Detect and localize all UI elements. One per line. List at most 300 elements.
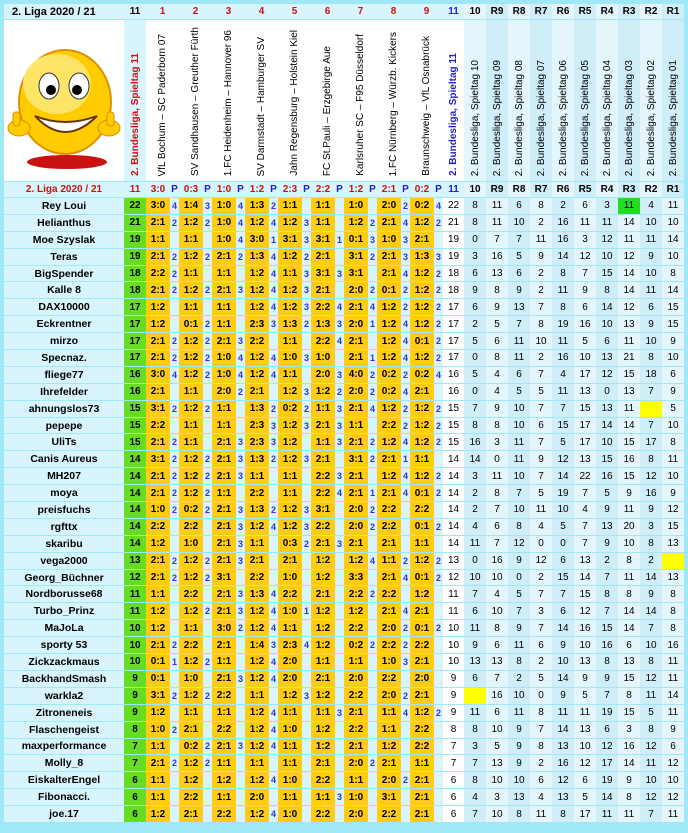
player-tip: 2:2 [377, 806, 401, 823]
player-tip-points: 3 [236, 739, 245, 756]
player-tip: 2:2 [410, 637, 434, 654]
player-tip: 2:1 [344, 350, 368, 367]
player-round-points: 16 [486, 688, 508, 705]
player-tip-points: 3 [302, 350, 311, 367]
league-title-results: 2. Liga 2020 / 21 [4, 182, 124, 198]
player-tip: 3:1 [344, 266, 368, 283]
player-tip-points: 3 [335, 434, 344, 451]
header-row [4, 4, 684, 20]
player-round-points: 8 [662, 586, 684, 603]
game-number-9: 9 [410, 4, 443, 20]
player-tip-points: 3 [302, 299, 311, 316]
player-tip: 1:2 [311, 688, 335, 705]
player-tip-points [302, 586, 311, 603]
player-tip-points [368, 266, 377, 283]
player-round-points: 11 [574, 215, 596, 232]
player-total-points: 13 [124, 553, 146, 570]
player-tip: 1:1 [212, 401, 236, 418]
rank-col-header-sub: R9 [486, 182, 508, 198]
player-tip: 2:1 [410, 232, 434, 249]
player-tip-points: 2 [368, 434, 377, 451]
player-tip-points [236, 637, 245, 654]
player-tip-points [335, 755, 344, 772]
player-tip-points [170, 739, 179, 756]
player-tip: 1:2 [146, 620, 170, 637]
player-round-points: 15 [618, 671, 640, 688]
player-tip-points [203, 789, 212, 806]
player-tip: 1:2 [179, 688, 203, 705]
player-tip-points: 2 [368, 586, 377, 603]
player-tip: 3:1 [146, 401, 170, 418]
player-row [4, 671, 684, 688]
player-tip-points: 4 [434, 367, 443, 384]
player-round-points: 7 [443, 755, 464, 772]
player-tip: 0:1 [377, 282, 401, 299]
player-tip: 2:1 [311, 282, 335, 299]
player-tip: 1:1 [212, 789, 236, 806]
player-tip: 1:1 [212, 485, 236, 502]
player-tip-points: 2 [269, 502, 278, 519]
player-tip-points [401, 806, 410, 823]
player-name: Zickzackmaus [4, 654, 124, 671]
player-tip-points: 2 [203, 350, 212, 367]
player-round-points: 11 [662, 451, 684, 468]
player-tip-points: 4 [170, 198, 179, 215]
player-tip: 2:1 [377, 249, 401, 266]
player-row [4, 688, 684, 705]
player-tip: 1:0 [179, 536, 203, 553]
match-name: SV Darmstadt – Hamburger SV [256, 36, 267, 176]
player-tip-points: 4 [401, 468, 410, 485]
player-round-points: 13 [574, 384, 596, 401]
player-round-points: 11 [508, 637, 530, 654]
player-tip-points [368, 688, 377, 705]
player-round-points: 9 [662, 333, 684, 350]
player-tip: 2:3 [245, 434, 269, 451]
player-tip-points [170, 586, 179, 603]
player-round-points: 9 [596, 671, 618, 688]
player-name: MaJoLa [4, 620, 124, 637]
player-tip: 0:2 [179, 502, 203, 519]
player-tip-points: 2 [170, 249, 179, 266]
player-round-points: 6 [443, 772, 464, 789]
player-round-points: 5 [552, 519, 574, 536]
player-name: moya [4, 485, 124, 502]
player-tip-points: 2 [368, 367, 377, 384]
match-name: Jahn Regensburg – Holstein Kiel [289, 30, 300, 176]
player-round-points: 3 [618, 722, 640, 739]
player-tip-points [434, 755, 443, 772]
player-round-points: 5 [508, 384, 530, 401]
player-tip-points: 3 [302, 418, 311, 435]
player-round-points: 14 [596, 418, 618, 435]
player-tip-points [401, 755, 410, 772]
player-tip-points: 2 [302, 536, 311, 553]
player-round-points: 7 [530, 434, 552, 451]
player-tip-points [434, 671, 443, 688]
player-tip-points: 3 [236, 586, 245, 603]
player-round-points: 10 [662, 772, 684, 789]
player-tip: 1:1 [179, 418, 203, 435]
player-tip: 2:1 [146, 485, 170, 502]
player-tip-points [368, 722, 377, 739]
player-round-points: 5 [530, 671, 552, 688]
player-tip: 2:1 [146, 282, 170, 299]
player-row [4, 215, 684, 232]
spieltag-vertical-text: 2. Bundesliga, Spieltag 11 [129, 53, 141, 176]
player-tip-points [335, 654, 344, 671]
player-name: Ihrefelder [4, 384, 124, 401]
player-round-points: 5 [530, 384, 552, 401]
player-row [4, 198, 684, 215]
player-tip-points: 4 [401, 603, 410, 620]
player-tip-points: 4 [335, 485, 344, 502]
player-tip: 2:1 [212, 739, 236, 756]
player-round-points: 13 [508, 789, 530, 806]
player-round-points: 7 [574, 485, 596, 502]
player-tip: 2:1 [212, 468, 236, 485]
player-tip-points: 3 [335, 401, 344, 418]
player-tip: 2:2 [278, 586, 302, 603]
player-row [4, 755, 684, 772]
player-round-points: 6 [662, 367, 684, 384]
player-round-points: 11 [508, 434, 530, 451]
player-name: Zitroneneis [4, 705, 124, 722]
player-round-points: 8 [618, 586, 640, 603]
player-round-points: 8 [552, 299, 574, 316]
player-tip-points: 3 [302, 232, 311, 249]
player-tip-points: 2 [302, 316, 311, 333]
player-tip-points: 2 [401, 367, 410, 384]
player-tip: 0:2 [377, 367, 401, 384]
player-tip-points [401, 739, 410, 756]
player-tip: 1:2 [278, 282, 302, 299]
standings-table [4, 4, 684, 823]
match-header-6 [311, 20, 344, 182]
rank-col-header: R1 [662, 4, 684, 20]
player-round-points: 5 [574, 333, 596, 350]
player-round-points: 5 [530, 485, 552, 502]
points-header: P [434, 182, 443, 198]
player-round-points: 8 [443, 722, 464, 739]
player-tip-points: 2 [170, 282, 179, 299]
match-result: 3:0 [146, 182, 170, 198]
player-name: sporty 53 [4, 637, 124, 654]
player-tip-points: 3 [401, 249, 410, 266]
smiley-logo [4, 20, 124, 182]
player-tip-points: 2 [335, 384, 344, 401]
player-name: maxperformance [4, 739, 124, 756]
player-tip: 2:2 [212, 688, 236, 705]
player-tip: 2:1 [212, 637, 236, 654]
player-tip: 2:1 [410, 384, 434, 401]
player-tip: 1:0 [212, 198, 236, 215]
player-tip: 1:2 [245, 671, 269, 688]
player-tip-points [302, 705, 311, 722]
player-tip-points [236, 485, 245, 502]
player-tip-points [434, 502, 443, 519]
player-tip-points: 2 [170, 401, 179, 418]
player-round-points: 7 [486, 502, 508, 519]
player-tip: 3:1 [212, 570, 236, 587]
player-round-points: 6 [508, 266, 530, 283]
player-tip-points [203, 536, 212, 553]
rank-col-header-sub: R5 [574, 182, 596, 198]
player-row [4, 772, 684, 789]
player-tip: 2:1 [311, 418, 335, 435]
player-tip: 2:1 [377, 603, 401, 620]
player-tip: 1:2 [278, 299, 302, 316]
player-tip: 1:1 [278, 198, 302, 215]
player-tip: 2:1 [212, 519, 236, 536]
player-round-points: 19 [552, 316, 574, 333]
rank-col-header-sub: R7 [530, 182, 552, 198]
player-tip: 2:0 [344, 282, 368, 299]
player-round-points: 11 [552, 705, 574, 722]
player-round-points: 5 [662, 401, 684, 418]
points-header: P [170, 182, 179, 198]
match-header-row [4, 20, 684, 182]
player-tip: 2:2 [344, 620, 368, 637]
player-round-points: 10 [662, 468, 684, 485]
match-name: SV Sandhausen – Greuther Fürth [190, 27, 201, 176]
player-name: pepepe [4, 418, 124, 435]
player-tip: 1:1 [311, 401, 335, 418]
player-round-points: 11 [552, 384, 574, 401]
player-tip: 1:0 [278, 603, 302, 620]
player-tip: 1:0 [377, 654, 401, 671]
player-name: Teras [4, 249, 124, 266]
player-tip-points [335, 603, 344, 620]
player-name: EiskalterEngel [4, 772, 124, 789]
player-round-points: 11 [508, 333, 530, 350]
player-tip-points [236, 772, 245, 789]
match-result: 2:3 [278, 182, 302, 198]
player-tip: 2:1 [377, 215, 401, 232]
player-tip: 1:2 [245, 806, 269, 823]
player-tip-points: 2 [368, 384, 377, 401]
player-total-points: 17 [124, 299, 146, 316]
player-round-points: 11 [640, 755, 662, 772]
player-round-points: 0 [530, 536, 552, 553]
player-round-points: 7 [596, 688, 618, 705]
player-total-points: 7 [124, 739, 146, 756]
rank-round-header [574, 20, 596, 182]
player-tip: 2:0 [377, 772, 401, 789]
player-round-points: 9 [486, 401, 508, 418]
player-round-points: 8 [464, 772, 486, 789]
player-tip: 3:1 [344, 249, 368, 266]
player-row [4, 316, 684, 333]
player-tip: 1:2 [278, 502, 302, 519]
player-round-points: 15 [552, 570, 574, 587]
points-header: P [368, 182, 377, 198]
rank-round-header [596, 20, 618, 182]
player-tip-points: 3 [203, 198, 212, 215]
player-tip-points: 4 [401, 485, 410, 502]
player-round-points: 7 [464, 755, 486, 772]
rank-round-header [486, 20, 508, 182]
player-tip-points [302, 772, 311, 789]
player-tip-points: 1 [368, 350, 377, 367]
player-round-points: 2 [530, 755, 552, 772]
player-name: Rey Loui [4, 198, 124, 215]
player-round-points: 10 [508, 401, 530, 418]
player-tip-points: 2 [434, 350, 443, 367]
player-tip: 4:0 [344, 367, 368, 384]
player-tip-points [401, 519, 410, 536]
player-tip-points [170, 299, 179, 316]
player-round-points: 9 [508, 553, 530, 570]
player-round-points: 10 [508, 468, 530, 485]
player-round-points: 6 [574, 198, 596, 215]
player-tip: 2:1 [146, 434, 170, 451]
player-tip-points [236, 789, 245, 806]
player-tip-points: 2 [203, 215, 212, 232]
player-tip: 1:2 [179, 333, 203, 350]
player-tip-points: 2 [170, 333, 179, 350]
player-tip: 2:1 [377, 485, 401, 502]
player-tip-points: 3 [236, 553, 245, 570]
player-tip: 1:1 [278, 620, 302, 637]
player-tip: 1:0 [344, 198, 368, 215]
player-name: Georg_Büchner [4, 570, 124, 587]
player-tip: 1:1 [212, 418, 236, 435]
player-tip-points: 1 [368, 485, 377, 502]
player-round-points: 14 [640, 570, 662, 587]
points-header: P [302, 182, 311, 198]
player-round-points: 15 [662, 299, 684, 316]
player-tip: 2:1 [179, 722, 203, 739]
player-tip-points: 4 [269, 299, 278, 316]
player-tip: 0:2 [278, 401, 302, 418]
player-round-points: 10 [486, 722, 508, 739]
points-header: P [203, 182, 212, 198]
player-round-points: 10 [640, 637, 662, 654]
player-tip: 2:2 [146, 266, 170, 283]
spieltag-vertical-label-blue [443, 20, 464, 182]
player-round-points: 8 [640, 350, 662, 367]
player-row [4, 434, 684, 451]
player-tip-points [434, 772, 443, 789]
player-round-points: 11 [508, 705, 530, 722]
player-round-points: 7 [574, 536, 596, 553]
player-tip: 1:2 [278, 215, 302, 232]
player-round-points: 11 [618, 232, 640, 249]
player-tip-points: 2 [434, 468, 443, 485]
player-tip-points: 2 [203, 316, 212, 333]
player-name: Specnaz. [4, 350, 124, 367]
player-round-points: 11 [464, 536, 486, 553]
player-tip-points [434, 789, 443, 806]
player-tip: 0:2 [344, 637, 368, 654]
player-row [4, 367, 684, 384]
player-tip-points: 2 [236, 384, 245, 401]
player-tip: 1:1 [146, 772, 170, 789]
player-tip-points: 2 [203, 249, 212, 266]
player-tip: 0:2 [410, 367, 434, 384]
player-round-points: 13 [443, 553, 464, 570]
player-tip-points: 2 [368, 519, 377, 536]
player-round-points: 9 [618, 772, 640, 789]
player-round-points: 8 [618, 553, 640, 570]
player-tip-points: 2 [236, 620, 245, 637]
player-round-points: 10 [486, 806, 508, 823]
player-round-points: 10 [662, 215, 684, 232]
player-round-points: 9 [596, 502, 618, 519]
player-tip: 2:2 [212, 806, 236, 823]
player-tip-points [269, 468, 278, 485]
player-total-points: 11 [124, 586, 146, 603]
player-round-points: 14 [443, 536, 464, 553]
player-tip: 1:1 [410, 451, 434, 468]
match-header-1 [146, 20, 179, 182]
player-tip: 1:0 [278, 570, 302, 587]
player-round-points: 6 [508, 367, 530, 384]
player-tip: 0:1 [410, 620, 434, 637]
player-total-points: 17 [124, 316, 146, 333]
player-tip: 1:1 [278, 333, 302, 350]
player-tip-points: 3 [302, 384, 311, 401]
player-tip: 1:1 [146, 789, 170, 806]
player-tip: 0:1 [146, 654, 170, 671]
player-tip: 2:2 [377, 586, 401, 603]
player-tip: 2:0 [245, 789, 269, 806]
player-round-points: 10 [530, 333, 552, 350]
player-round-points: 3 [530, 603, 552, 620]
player-round-points: 8 [640, 654, 662, 671]
player-round-points: 17 [640, 434, 662, 451]
player-tip-points [401, 722, 410, 739]
player-tip-points [302, 333, 311, 350]
player-tip: 1:2 [344, 215, 368, 232]
player-round-points: 6 [530, 637, 552, 654]
player-row [4, 266, 684, 283]
player-name: rgfttx [4, 519, 124, 536]
player-tip: 1:1 [410, 536, 434, 553]
player-tip: 1:1 [179, 620, 203, 637]
player-tip-points: 4 [170, 367, 179, 384]
player-tip-points [302, 671, 311, 688]
player-tip-points [368, 739, 377, 756]
rank-col-header-sub: R3 [618, 182, 640, 198]
player-tip-points: 2 [170, 755, 179, 772]
player-tip-points: 4 [236, 367, 245, 384]
player-round-points: 14 [443, 451, 464, 468]
player-tip-points: 3 [236, 333, 245, 350]
player-round-points: 0 [530, 688, 552, 705]
player-tip-points [302, 755, 311, 772]
player-name: ahnungslos73 [4, 401, 124, 418]
player-total-points: 15 [124, 434, 146, 451]
rank-round-text: 2. Bundesliga, Spieltag 04 [601, 59, 613, 176]
player-tip: 1:3 [245, 586, 269, 603]
player-tip: 0:2 [377, 384, 401, 401]
player-round-points: 17 [443, 350, 464, 367]
player-total-points: 19 [124, 249, 146, 266]
player-tip-points: 2 [434, 333, 443, 350]
player-tip: 2:1 [344, 485, 368, 502]
player-tip-points: 4 [269, 772, 278, 789]
player-round-points: 15 [662, 519, 684, 536]
player-tip: 1:2 [410, 468, 434, 485]
player-round-points: 14 [443, 519, 464, 536]
player-round-points: 12 [596, 367, 618, 384]
player-round-points: 7 [596, 570, 618, 587]
match-result: 1:2 [344, 182, 368, 198]
player-tip-points: 4 [269, 282, 278, 299]
player-tip-points: 3 [335, 705, 344, 722]
